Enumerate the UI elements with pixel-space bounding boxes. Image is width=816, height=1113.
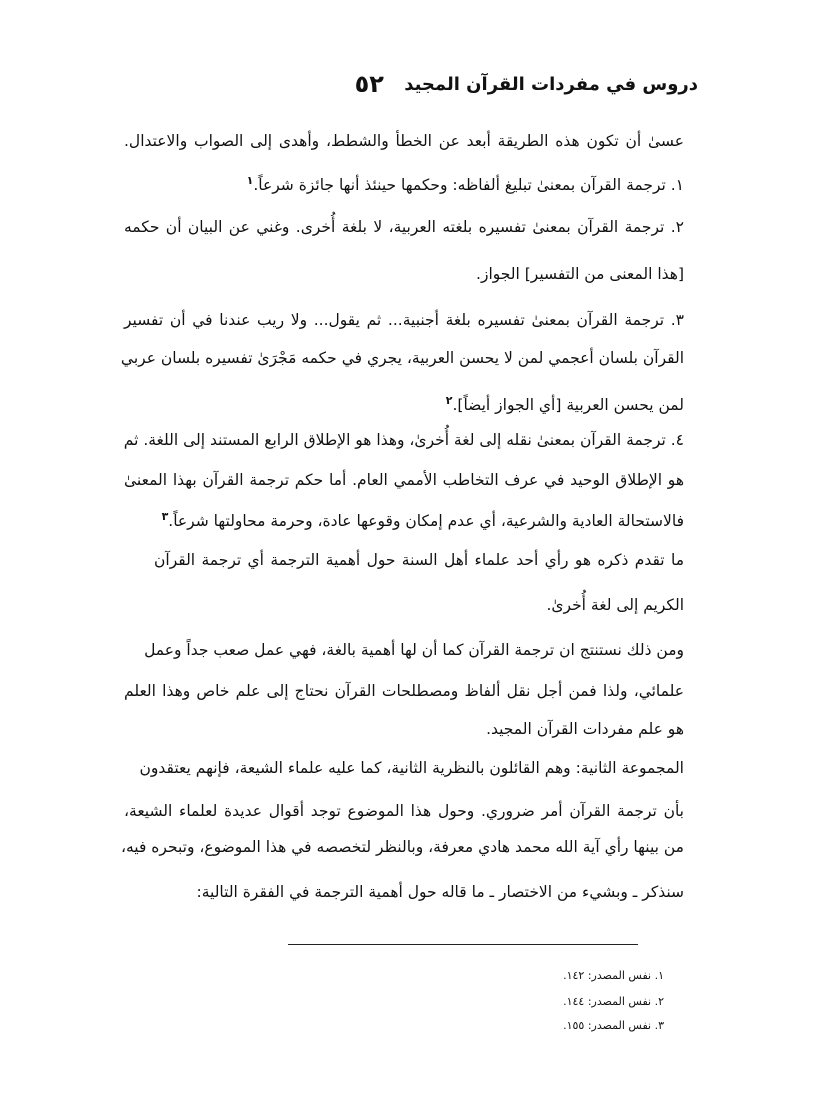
footnote-divider (288, 944, 638, 945)
text-line: سنذكر ـ وبشيء من الاختصار ـ ما قاله حول أهمية الترجمة في الفقرة التالية: (196, 883, 684, 901)
text-line: علمائي، ولذا فمن أجل نقل ألفاظ ومصطلحات القرآن نحتاج إلى علم خاص وهذا العلم (124, 682, 684, 700)
text-line: ٢. ترجمة القرآن بمعنىٰ تفسيره بلغته العربية، لا بلغة أُخرى. وغني عن البيان أن حكمه (124, 218, 684, 236)
text-line: من بينها رأي آية الله محمد هادي معرفة، وبالنظر لتخصصه في هذا الموضوع، وتبحره فيه، (120, 838, 684, 856)
text-line: عسىٰ أن تكون هذه الطريقة أبعد عن الخطأ والشطط، وأهدى إلى الصواب والاعتدال. (124, 132, 684, 150)
text-line: الكريم إلى لغة أُخرىٰ. (546, 596, 684, 614)
footnote: ٣. نفس المصدر: ١٥٥. (563, 1019, 664, 1032)
text-line: المجموعة الثانية: وهم القائلون بالنظرية الثانية، كما عليه علماء الشيعة، فإنهم يعتقدون (139, 759, 684, 777)
text-line: القرآن بلسان أعجمي لمن لا يحسن العربية، يجري في حكمه مَجْرَىٰ تفسيره بلسان عربي (120, 349, 684, 367)
text-line (124, 505, 684, 533)
text-line: هو الإطلاق الوحيد في عرف التخاطب الأممي العام. أما حكم ترجمة القرآن بهذا المعنىٰ (124, 471, 684, 489)
text-line-content: فالاستحالة العادية والشرعية، أي عدم إمكان وقوعها عادة، وحرمة محاولتها شرعاً. (168, 512, 684, 531)
text-line: ومن ذلك نستنتج ان ترجمة القرآن كما أن لها أهمية بالغة، فهي عمل صعب جداً وعمل (144, 641, 684, 659)
text-line-content: ١. ترجمة القرآن بمعنىٰ تبليغ ألفاظه: وحكمها حينئذ أنها جائزة شرعاً. (253, 176, 684, 195)
page-number: ٥٢ (354, 70, 384, 98)
footnote-mark: ٣ (161, 510, 169, 523)
text-line: بأن ترجمة القرآن أمر ضروري. وحول هذا الموضوع توجد أقوال عديدة لعلماء الشيعة، (124, 802, 684, 820)
text-line: ٣. ترجمة القرآن بمعنىٰ تفسيره بلغة أجنبية... ثم يقول... ولا ريب عندنا في أن تفسير (124, 311, 684, 329)
text-line (124, 169, 684, 197)
text-line: [هذا المعنى من التفسير] الجواز. (476, 265, 684, 283)
text-line: ما تقدم ذكره هو رأي أحد علماء أهل السنة حول أهمية الترجمة أي ترجمة القرآن (154, 551, 684, 569)
text-line: ٤. ترجمة القرآن بمعنىٰ نقله إلى لغة أُخرىٰ، وهذا هو الإطلاق الرابع المستند إلى اللغة. ثم (123, 431, 684, 449)
text-line (124, 389, 684, 417)
running-header (355, 70, 698, 98)
book-title: دروس في مفردات القرآن المجيد (404, 74, 698, 95)
footnote-mark: ٢ (445, 394, 453, 407)
text-line: هو علم مفردات القرآن المجيد. (486, 720, 684, 738)
footnote: ٢. نفس المصدر: ١٤٤. (563, 995, 664, 1008)
footnote: ١. نفس المصدر: ١٤٢. (563, 969, 664, 982)
footnote-mark: ١ (246, 174, 254, 187)
text-line-content: لمن يحسن العربية [أي الجواز أيضاً]. (452, 396, 684, 415)
